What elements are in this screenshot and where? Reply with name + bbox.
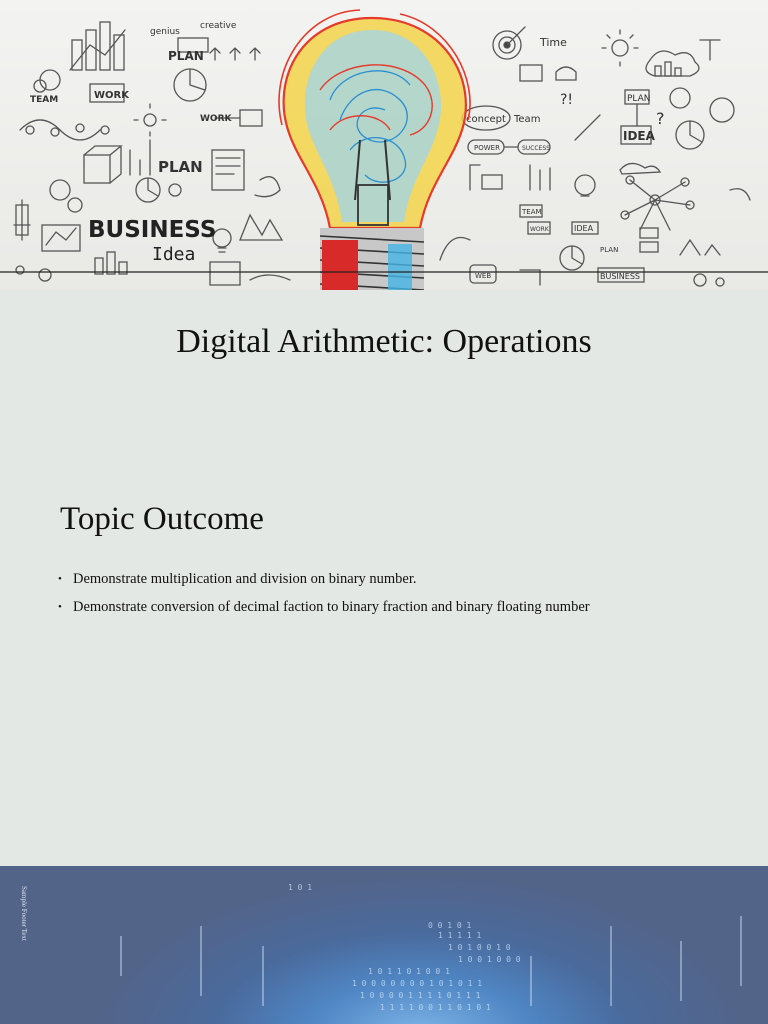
footer-text: Sample Footer Text: [20, 886, 28, 941]
word-plan-right: PLAN: [627, 94, 651, 104]
word-genius: genius: [150, 27, 180, 37]
bulb-right-doodle: [575, 175, 595, 195]
lightbulb-illustration: [279, 10, 470, 290]
word-success: SUCCESS: [522, 145, 550, 152]
section-heading: Topic Outcome: [60, 501, 264, 537]
bullet-list: [58, 570, 748, 626]
word-work-3: WORK: [530, 226, 549, 233]
bullet-item: [58, 570, 748, 588]
binary-row: 0 0 1 0 1: [428, 921, 472, 930]
word-time: Time: [540, 36, 567, 49]
binary-row: 1 0 1 1 0 1 0 0 1: [368, 967, 450, 976]
binary-background: [0, 866, 768, 1024]
word-web: WEB: [475, 272, 492, 280]
word-creative: creative: [200, 21, 237, 31]
word-idea: Idea: [152, 244, 196, 265]
word-question-marks: ?!: [560, 92, 574, 108]
word-concept: concept: [466, 114, 506, 125]
bullet-text: Demonstrate multiplication and division on binary number.: [73, 571, 417, 587]
growth-arrow-doodle: [70, 30, 125, 70]
word-idea-right: IDEA: [623, 129, 655, 143]
header-illustration: [0, 0, 768, 290]
binary-row: 1 1 1 1 1: [438, 931, 482, 940]
word-team: TEAM: [30, 95, 59, 105]
cloud-doodle: [646, 51, 699, 76]
binary-row: 1 0 0 0 0 1 1 1 1 0 1 1 1: [360, 991, 481, 1000]
word-work-2: WORK: [200, 114, 232, 124]
word-business-small: BUSINESS: [600, 272, 640, 281]
word-idea-3: IDEA: [574, 224, 594, 233]
binary-row: 1 0 0 0 0 0 0 0 1 0 1 0 1 1: [352, 979, 483, 988]
bullet-text: Demonstrate conversion of decimal faction to binary fraction and binary floating number: [73, 599, 590, 615]
footer-band: [0, 866, 768, 1024]
word-plan-2: PLAN: [158, 158, 203, 176]
binary-row: 1 0 1 0 0 1 0: [448, 943, 511, 952]
word-power: POWER: [474, 144, 500, 152]
word-work: WORK: [94, 90, 129, 101]
word-plan-3: PLAN: [600, 246, 619, 254]
business-doodle-illustration: [0, 0, 768, 290]
word-team-2: Team: [514, 114, 541, 125]
bullet-item: [58, 598, 748, 616]
slide-title: Digital Arithmetic: Operations: [176, 323, 592, 360]
binary-row: 1 0 0 1 0 0 0: [458, 955, 521, 964]
bullet-dot-icon: •: [58, 601, 62, 613]
binary-row: 1 1 1 1 0 0 1 1 0 1 0 1: [380, 1003, 491, 1012]
word-plan: PLAN: [168, 49, 204, 63]
word-team-3: TEAM: [522, 208, 542, 216]
cube-doodle: [84, 155, 110, 183]
bullet-dot-icon: •: [58, 573, 62, 585]
word-business: BUSINESS: [88, 217, 217, 243]
binary-row: 1 0 1: [288, 883, 313, 892]
word-question: ?: [656, 109, 665, 128]
